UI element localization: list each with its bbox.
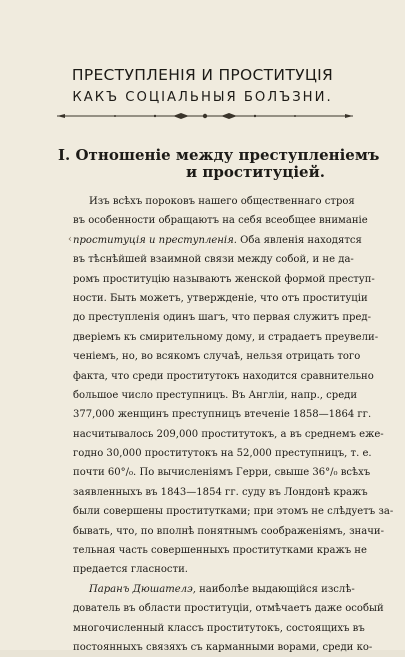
- text-line: [73, 231, 362, 250]
- text-line: большое число преступницъ. Въ Англіи, напр., среди: [73, 389, 358, 401]
- text-line: были совершены проститутками; при этомъ не слѣдуетъ за-: [73, 506, 394, 518]
- body-text: [73, 192, 394, 657]
- text-fragment: Оба явленія находятся: [236, 234, 362, 246]
- text-line: ромъ проституцію называютъ женской формой преступ-: [73, 273, 375, 285]
- text-line: тельная часть совершенныхъ проститутками кражъ не: [73, 545, 367, 557]
- text-line: въ тѣснѣйшей взаимной связи между собой, и не да-: [73, 254, 354, 266]
- text-fragment: наиболѣе выдающійся изслѣ-: [195, 583, 355, 595]
- text-line: ченіемъ, но, во всякомъ случаѣ, нельзя отрицать того: [73, 351, 361, 363]
- text-line: [73, 580, 355, 599]
- text-line: насчитывалось 209,000 проститутокъ, а въ среднемъ еже-: [73, 428, 384, 440]
- section-heading-line-2: и проституціей.: [186, 163, 325, 181]
- text-line: Изъ всѣхъ пороковъ нашего общественнаго строя: [89, 196, 355, 207]
- text-line: бывать, что, по вполнѣ понятнымъ соображеніямъ, значи-: [73, 525, 384, 537]
- text-line: факта, что среди проститутокъ находится сравнительно: [73, 370, 374, 382]
- text-line: 377,000 женщинъ преступницъ втеченіе 1858—1864 гг.: [73, 409, 372, 421]
- text-line: ности. Быть можетъ, утвержденіе, что отъ проституціи: [73, 292, 368, 304]
- text-line: многочисленный классъ проститутокъ, состоящихъ въ: [73, 622, 365, 634]
- text-line: до преступленія одинъ шагъ, что первая служитъ пред-: [73, 312, 372, 324]
- text-line: дверіемъ къ смирительному дому, и страдаетъ преувели-: [73, 331, 379, 343]
- page-title: ПРЕСТУПЛЕНІЯ И ПРОСТИТУЦІЯ: [71, 66, 334, 84]
- decorative-rule-ornament: [55, 111, 355, 121]
- italic-emphasis: проституція и преступленія.: [73, 234, 237, 246]
- italic-emphasis: Паранъ Дюшателэ,: [89, 583, 196, 595]
- text-line: дователь въ области проституціи, отмѣчаетъ даже особый: [73, 603, 384, 615]
- margin-annotation-mark: ‹: [68, 234, 72, 245]
- section-number: I.: [58, 146, 71, 164]
- text-line: почти 60°/₀. По вычисленіямъ Герри, свыше 36°/₀ всѣхъ: [73, 467, 371, 479]
- text-line: годно 30,000 проститутокъ на 52,000 преступницъ, т. е.: [73, 448, 372, 460]
- text-line: заявленныхъ въ 1843—1854 гг. суду въ Лондонѣ кражъ: [73, 486, 368, 498]
- section-heading-line-1: Отношеніе между преступленіемъ: [75, 146, 380, 164]
- section-heading: [58, 147, 378, 181]
- text-line: постоянныхъ связяхъ съ карманными ворами, среди ко-: [73, 641, 373, 653]
- text-line: въ особенности обращаютъ на себя всеобщее вниманіе: [73, 215, 368, 227]
- page-subtitle: КАКЪ СОЦІАЛЬНЫЯ БОЛЪЗНИ.: [72, 90, 333, 105]
- text-line: предается гласности.: [73, 564, 188, 576]
